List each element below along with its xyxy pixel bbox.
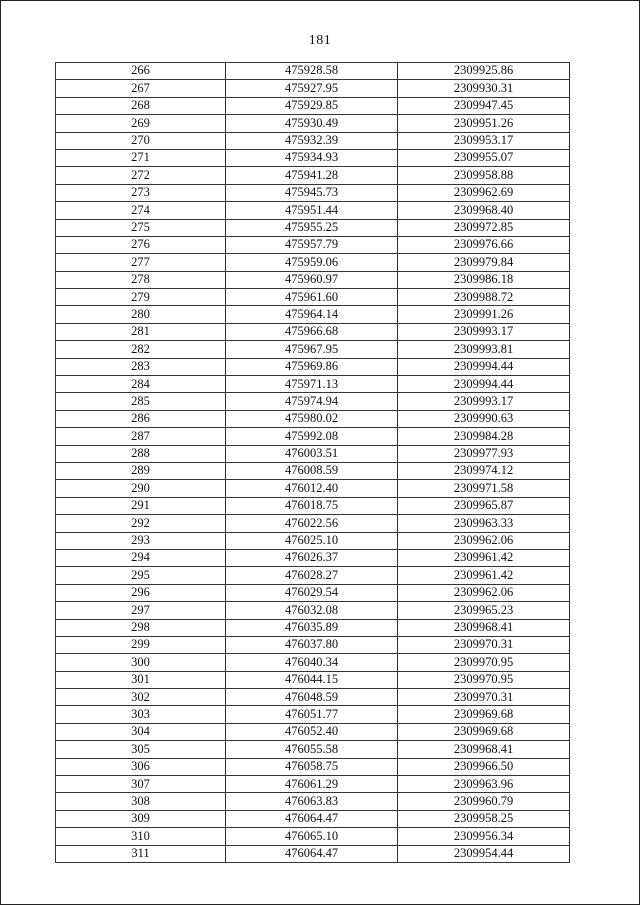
- point-number-cell: 278: [56, 271, 226, 288]
- point-number-cell: 311: [56, 845, 226, 862]
- point-number-cell: 305: [56, 741, 226, 758]
- table-row: [56, 584, 570, 601]
- table-row: [56, 306, 570, 323]
- table-row: [56, 428, 570, 445]
- table-row: [56, 567, 570, 584]
- y-coordinate-cell: 2309966.50: [398, 758, 570, 775]
- y-coordinate-cell: 2309971.58: [398, 480, 570, 497]
- y-coordinate-cell: 2309925.86: [398, 63, 570, 80]
- table-row: [56, 497, 570, 514]
- y-coordinate-cell: 2309972.85: [398, 219, 570, 236]
- point-number-cell: 300: [56, 654, 226, 671]
- y-coordinate-cell: 2309991.26: [398, 306, 570, 323]
- y-coordinate-cell: 2309951.26: [398, 115, 570, 132]
- x-coordinate-cell: 475966.68: [226, 323, 398, 340]
- y-coordinate-cell: 2309956.34: [398, 828, 570, 845]
- x-coordinate-cell: 476058.75: [226, 758, 398, 775]
- table-row: [56, 63, 570, 80]
- point-number-cell: 291: [56, 497, 226, 514]
- x-coordinate-cell: 475929.85: [226, 97, 398, 114]
- table-row: [56, 445, 570, 462]
- point-number-cell: 293: [56, 532, 226, 549]
- table-row: [56, 80, 570, 97]
- x-coordinate-cell: 476035.89: [226, 619, 398, 636]
- point-number-cell: 277: [56, 254, 226, 271]
- y-coordinate-cell: 2309958.88: [398, 167, 570, 184]
- y-coordinate-cell: 2309961.42: [398, 549, 570, 566]
- point-number-cell: 281: [56, 323, 226, 340]
- point-number-cell: 310: [56, 828, 226, 845]
- y-coordinate-cell: 2309968.40: [398, 202, 570, 219]
- table-row: [56, 219, 570, 236]
- x-coordinate-cell: 476018.75: [226, 497, 398, 514]
- y-coordinate-cell: 2309962.06: [398, 532, 570, 549]
- y-coordinate-cell: 2309988.72: [398, 289, 570, 306]
- point-number-cell: 288: [56, 445, 226, 462]
- x-coordinate-cell: 475945.73: [226, 184, 398, 201]
- x-coordinate-cell: 476037.80: [226, 636, 398, 653]
- y-coordinate-cell: 2309984.28: [398, 428, 570, 445]
- y-coordinate-cell: 2309955.07: [398, 149, 570, 166]
- y-coordinate-cell: 2309974.12: [398, 462, 570, 479]
- x-coordinate-cell: 475959.06: [226, 254, 398, 271]
- x-coordinate-cell: 476064.47: [226, 810, 398, 827]
- point-number-cell: 280: [56, 306, 226, 323]
- x-coordinate-cell: 475955.25: [226, 219, 398, 236]
- table-row: [56, 323, 570, 340]
- y-coordinate-cell: 2309968.41: [398, 741, 570, 758]
- table-row: [56, 149, 570, 166]
- point-number-cell: 304: [56, 723, 226, 740]
- x-coordinate-cell: 476003.51: [226, 445, 398, 462]
- table-row: [56, 532, 570, 549]
- table-row: [56, 515, 570, 532]
- point-number-cell: 266: [56, 63, 226, 80]
- table-row: [56, 393, 570, 410]
- y-coordinate-cell: 2309968.41: [398, 619, 570, 636]
- point-number-cell: 307: [56, 776, 226, 793]
- page-number: 181: [308, 33, 332, 48]
- x-coordinate-cell: 475932.39: [226, 132, 398, 149]
- point-number-cell: 306: [56, 758, 226, 775]
- x-coordinate-cell: 476064.47: [226, 845, 398, 862]
- point-number-cell: 285: [56, 393, 226, 410]
- x-coordinate-cell: 476052.40: [226, 723, 398, 740]
- y-coordinate-cell: 2309962.69: [398, 184, 570, 201]
- table-row: [56, 115, 570, 132]
- y-coordinate-cell: 2309990.63: [398, 410, 570, 427]
- x-coordinate-cell: 475992.08: [226, 428, 398, 445]
- x-coordinate-cell: 475967.95: [226, 341, 398, 358]
- point-number-cell: 283: [56, 358, 226, 375]
- y-coordinate-cell: 2309969.68: [398, 706, 570, 723]
- point-number-cell: 303: [56, 706, 226, 723]
- x-coordinate-cell: 476044.15: [226, 671, 398, 688]
- point-number-cell: 309: [56, 810, 226, 827]
- table-row: [56, 549, 570, 566]
- table-row: [56, 341, 570, 358]
- table-row: [56, 184, 570, 201]
- point-number-cell: 290: [56, 480, 226, 497]
- table-row: [56, 758, 570, 775]
- point-number-cell: 295: [56, 567, 226, 584]
- y-coordinate-cell: 2309970.31: [398, 636, 570, 653]
- point-number-cell: 276: [56, 236, 226, 253]
- table-row: [56, 671, 570, 688]
- point-number-cell: 282: [56, 341, 226, 358]
- y-coordinate-cell: 2309970.31: [398, 689, 570, 706]
- y-coordinate-cell: 2309965.87: [398, 497, 570, 514]
- point-number-cell: 268: [56, 97, 226, 114]
- y-coordinate-cell: 2309986.18: [398, 271, 570, 288]
- x-coordinate-cell: 476008.59: [226, 462, 398, 479]
- point-number-cell: 279: [56, 289, 226, 306]
- table-row: [56, 706, 570, 723]
- table-row: [56, 723, 570, 740]
- table-row: [56, 167, 570, 184]
- table-row: [56, 602, 570, 619]
- y-coordinate-cell: 2309977.93: [398, 445, 570, 462]
- table-row: [56, 254, 570, 271]
- x-coordinate-cell: 476032.08: [226, 602, 398, 619]
- y-coordinate-cell: 2309969.68: [398, 723, 570, 740]
- table-row: [56, 376, 570, 393]
- y-coordinate-cell: 2309994.44: [398, 358, 570, 375]
- x-coordinate-cell: 475928.58: [226, 63, 398, 80]
- x-coordinate-cell: 476048.59: [226, 689, 398, 706]
- x-coordinate-cell: 476025.10: [226, 532, 398, 549]
- y-coordinate-cell: 2309976.66: [398, 236, 570, 253]
- table-row: [56, 410, 570, 427]
- y-coordinate-cell: 2309993.17: [398, 323, 570, 340]
- table-row: [56, 793, 570, 810]
- point-number-cell: 284: [56, 376, 226, 393]
- point-number-cell: 297: [56, 602, 226, 619]
- point-number-cell: 273: [56, 184, 226, 201]
- table-row: [56, 236, 570, 253]
- table-row: [56, 132, 570, 149]
- point-number-cell: 275: [56, 219, 226, 236]
- x-coordinate-cell: 475927.95: [226, 80, 398, 97]
- x-coordinate-cell: 475980.02: [226, 410, 398, 427]
- table-row: [56, 619, 570, 636]
- y-coordinate-cell: 2309993.17: [398, 393, 570, 410]
- coordinate-table-body: [56, 63, 570, 863]
- x-coordinate-cell: 475951.44: [226, 202, 398, 219]
- x-coordinate-cell: 476055.58: [226, 741, 398, 758]
- x-coordinate-cell: 475960.97: [226, 271, 398, 288]
- y-coordinate-cell: 2309963.33: [398, 515, 570, 532]
- table-row: [56, 480, 570, 497]
- table-row: [56, 462, 570, 479]
- point-number-cell: 308: [56, 793, 226, 810]
- y-coordinate-cell: 2309970.95: [398, 654, 570, 671]
- table-row: [56, 741, 570, 758]
- y-coordinate-cell: 2309962.06: [398, 584, 570, 601]
- x-coordinate-cell: 475957.79: [226, 236, 398, 253]
- table-row: [56, 845, 570, 862]
- x-coordinate-cell: 475971.13: [226, 376, 398, 393]
- x-coordinate-cell: 476026.37: [226, 549, 398, 566]
- x-coordinate-cell: 475974.94: [226, 393, 398, 410]
- point-number-cell: 298: [56, 619, 226, 636]
- y-coordinate-cell: 2309958.25: [398, 810, 570, 827]
- point-number-cell: 267: [56, 80, 226, 97]
- point-number-cell: 274: [56, 202, 226, 219]
- y-coordinate-cell: 2309953.17: [398, 132, 570, 149]
- table-row: [56, 358, 570, 375]
- point-number-cell: 302: [56, 689, 226, 706]
- table-row: [56, 636, 570, 653]
- y-coordinate-cell: 2309994.44: [398, 376, 570, 393]
- table-row: [56, 271, 570, 288]
- table-row: [56, 202, 570, 219]
- table-row: [56, 97, 570, 114]
- x-coordinate-cell: 475961.60: [226, 289, 398, 306]
- y-coordinate-cell: 2309979.84: [398, 254, 570, 271]
- y-coordinate-cell: 2309960.79: [398, 793, 570, 810]
- table-row: [56, 776, 570, 793]
- table-row: [56, 810, 570, 827]
- coordinate-table: [55, 62, 570, 863]
- x-coordinate-cell: 475964.14: [226, 306, 398, 323]
- table-row: [56, 828, 570, 845]
- x-coordinate-cell: 475930.49: [226, 115, 398, 132]
- y-coordinate-cell: 2309947.45: [398, 97, 570, 114]
- table-row: [56, 654, 570, 671]
- point-number-cell: 299: [56, 636, 226, 653]
- y-coordinate-cell: 2309930.31: [398, 80, 570, 97]
- x-coordinate-cell: 476029.54: [226, 584, 398, 601]
- x-coordinate-cell: 476065.10: [226, 828, 398, 845]
- point-number-cell: 289: [56, 462, 226, 479]
- y-coordinate-cell: 2309970.95: [398, 671, 570, 688]
- x-coordinate-cell: 475941.28: [226, 167, 398, 184]
- x-coordinate-cell: 476063.83: [226, 793, 398, 810]
- point-number-cell: 271: [56, 149, 226, 166]
- point-number-cell: 301: [56, 671, 226, 688]
- x-coordinate-cell: 476051.77: [226, 706, 398, 723]
- y-coordinate-cell: 2309993.81: [398, 341, 570, 358]
- point-number-cell: 286: [56, 410, 226, 427]
- point-number-cell: 294: [56, 549, 226, 566]
- table-row: [56, 689, 570, 706]
- point-number-cell: 292: [56, 515, 226, 532]
- x-coordinate-cell: 476012.40: [226, 480, 398, 497]
- point-number-cell: 296: [56, 584, 226, 601]
- point-number-cell: 270: [56, 132, 226, 149]
- x-coordinate-cell: 476028.27: [226, 567, 398, 584]
- y-coordinate-cell: 2309961.42: [398, 567, 570, 584]
- y-coordinate-cell: 2309954.44: [398, 845, 570, 862]
- coordinate-table-container: [55, 62, 569, 863]
- y-coordinate-cell: 2309963.96: [398, 776, 570, 793]
- point-number-cell: 272: [56, 167, 226, 184]
- x-coordinate-cell: 476022.56: [226, 515, 398, 532]
- table-row: [56, 289, 570, 306]
- x-coordinate-cell: 475934.93: [226, 149, 398, 166]
- point-number-cell: 287: [56, 428, 226, 445]
- x-coordinate-cell: 476040.34: [226, 654, 398, 671]
- point-number-cell: 269: [56, 115, 226, 132]
- x-coordinate-cell: 475969.86: [226, 358, 398, 375]
- y-coordinate-cell: 2309965.23: [398, 602, 570, 619]
- x-coordinate-cell: 476061.29: [226, 776, 398, 793]
